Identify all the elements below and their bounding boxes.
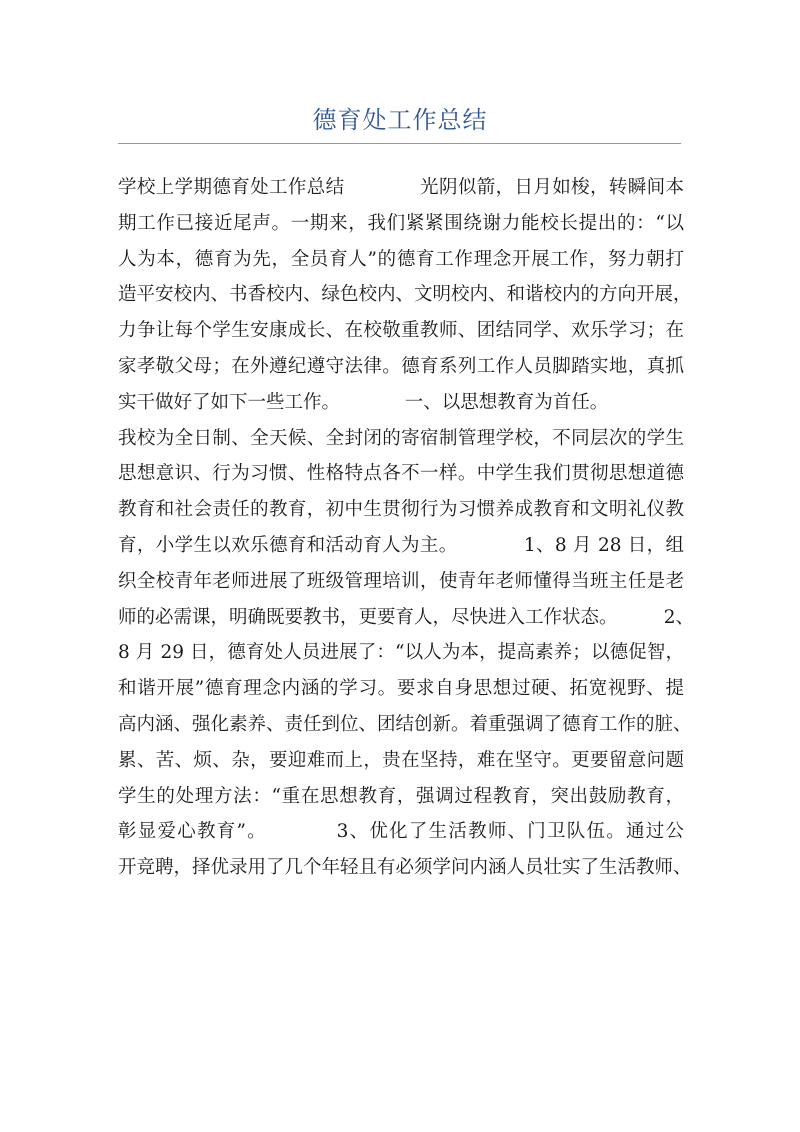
body-line: 师的必需课，明确既要教书，更要育人，尽快进入工作状态。 2、 bbox=[118, 606, 695, 628]
body-line: 期工作已接近尾声。一期来，我们紧紧围绕谢力能校长提出的：“以 bbox=[118, 212, 684, 234]
body-line: 力争让每个学生安康成长、在校敬重教师、团结同学、欢乐学习；在 bbox=[118, 320, 684, 342]
body-line: 8 月 29 日，德育处人员进展了：“以人为本，提高素养；以德促智， bbox=[118, 642, 684, 664]
document-title: 德育处工作总结 bbox=[312, 106, 488, 134]
body-line: 我校为全日制、全天候、全封闭的寄宿制管理学校，不同层次的学生 bbox=[118, 427, 684, 449]
body-line: 学校上学期德育处工作总结 光阴似箭，日月如梭，转瞬间本 bbox=[118, 177, 684, 198]
body-line: 育，小学生以欢乐德育和活动育人为主。 1、8 月 28 日，组 bbox=[118, 534, 684, 556]
body-line: 织全校青年老师进展了班级管理培训，使青年老师懂得当班主任是老 bbox=[118, 570, 684, 592]
body-line: 造平安校内、书香校内、绿色校内、文明校内、和谐校内的方向开展， bbox=[118, 284, 692, 306]
body-line: 学生的处理方法：“重在思想教育，强调过程教育，突出鼓励教育， bbox=[118, 785, 684, 807]
body-line: 思想意识、行为习惯、性格特点各不一样。中学生我们贯彻思想道德 bbox=[118, 463, 684, 485]
body-line: 教育和社会责任的教育，初中生贯彻行为习惯养成教育和文明礼仪教 bbox=[118, 499, 684, 521]
body-line: 和谐开展”德育理念内涵的学习。要求自身思想过硬、拓宽视野、提 bbox=[118, 678, 684, 700]
title-divider bbox=[118, 143, 681, 144]
body-line: 人为本，德育为先，全员育人”的德育工作理念开展工作，努力朝打 bbox=[118, 248, 684, 270]
body-line: 高内涵、强化素养、责任到位、团结创新。着重强调了德育工作的脏、 bbox=[118, 713, 692, 735]
body-line: 彰显爱心教育”。 3、优化了生活教师、门卫队伍。通过公 bbox=[118, 821, 684, 843]
body-line: 累、苦、烦、杂，要迎难而上，贵在坚持，难在坚守。更要留意问题 bbox=[118, 749, 684, 771]
body-line: 实干做好了如下一些工作。 一、以思想教育为首任。 bbox=[118, 391, 609, 413]
body-line: 开竞聘，择优录用了几个年轻且有必须学问内涵人员壮实了生活教师、 bbox=[118, 857, 692, 879]
document-body bbox=[118, 170, 695, 886]
body-line: 家孝敬父母；在外遵纪遵守法律。德育系列工作人员脚踏实地，真抓 bbox=[118, 355, 684, 377]
